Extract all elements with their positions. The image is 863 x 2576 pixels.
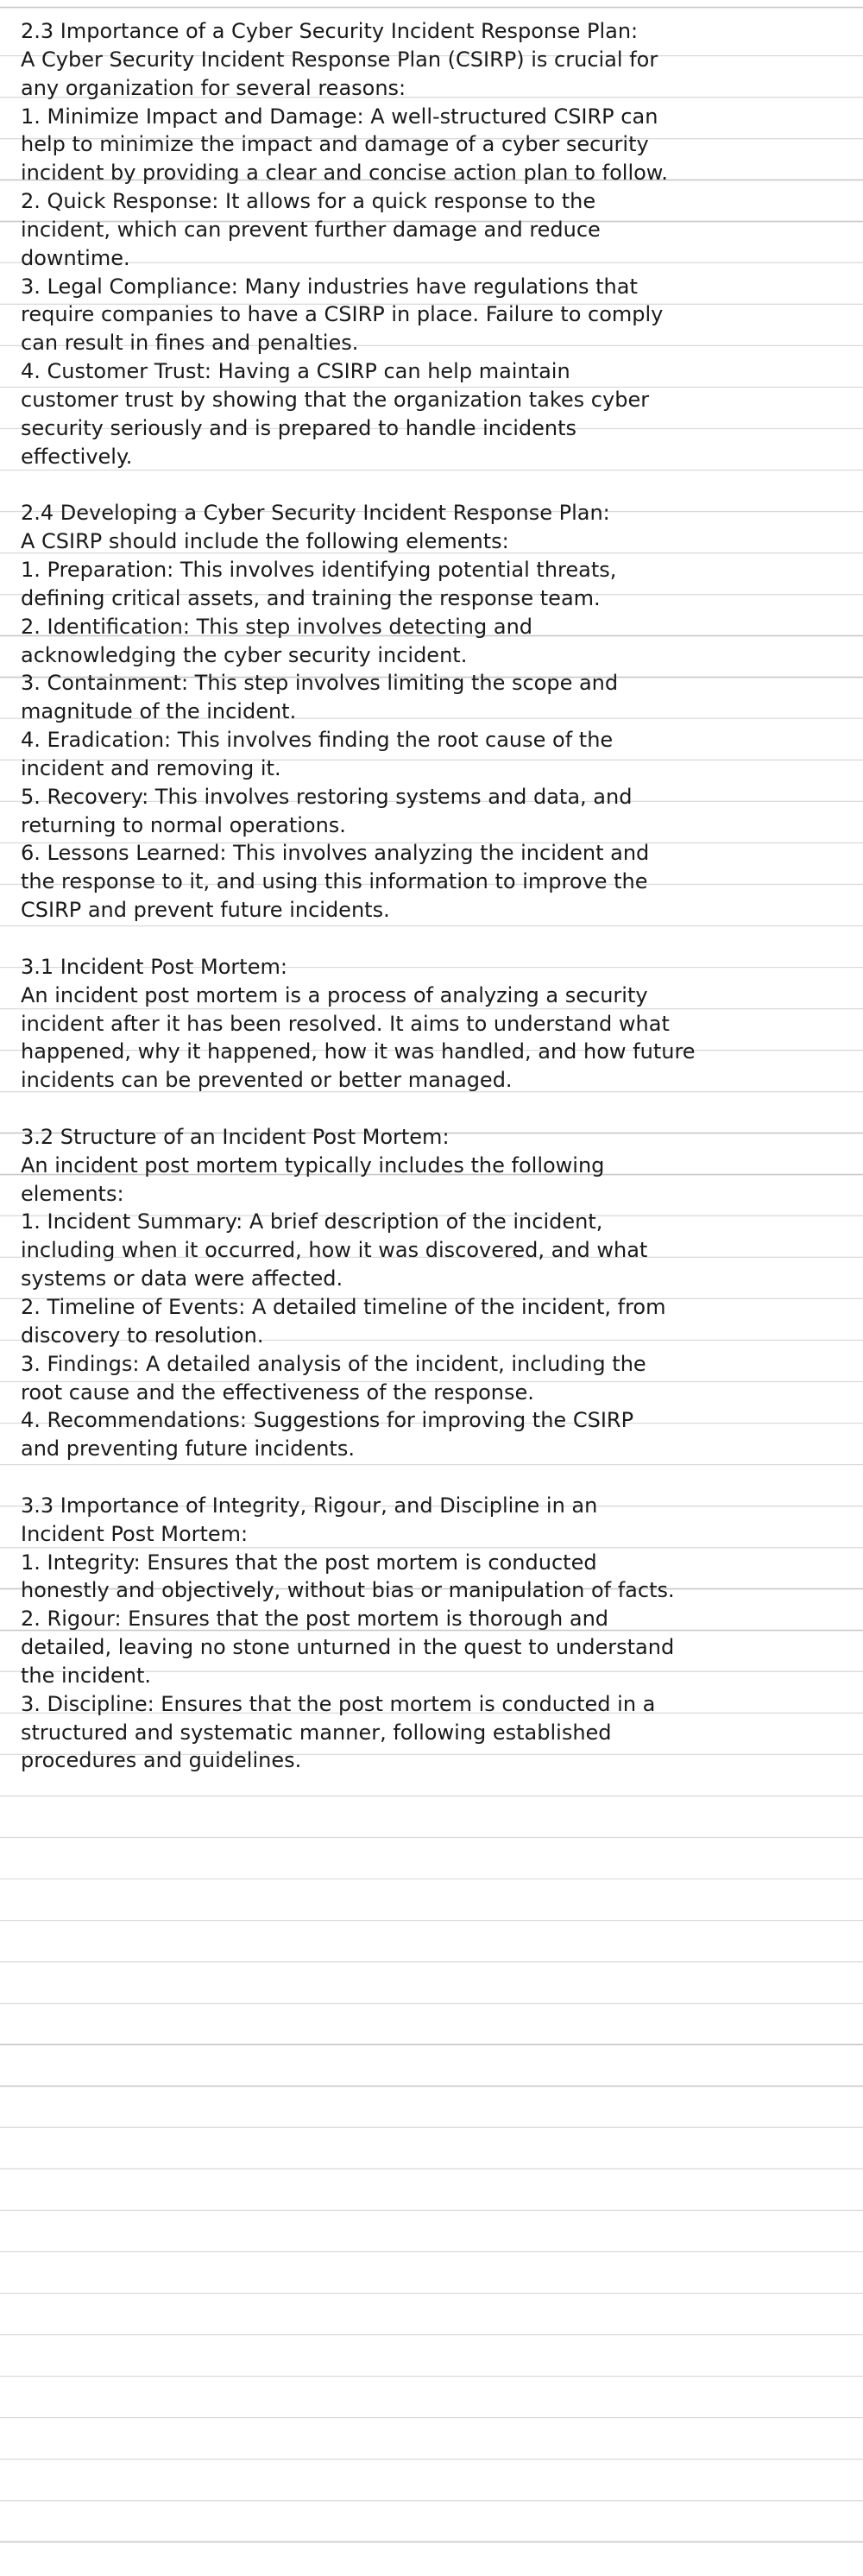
text-line: honestly and objectively, without bias or manipulation of facts. bbox=[21, 1578, 675, 1603]
text-line: including when it occurred, how it was discovered, and what bbox=[21, 1238, 648, 1263]
text-line: procedures and guidelines. bbox=[21, 1748, 302, 1773]
text-line: structured and systematic manner, following established bbox=[21, 1720, 612, 1745]
section-heading: 3.1 Incident Post Mortem: bbox=[21, 954, 287, 979]
text-line: incident and removing it. bbox=[21, 755, 281, 780]
text-line: 3. Legal Compliance: Many industries have regulations that bbox=[21, 274, 638, 299]
text-line: 3. Findings: A detailed analysis of the incident, including the bbox=[21, 1351, 646, 1376]
blank-line bbox=[21, 925, 842, 953]
text-line: 2. Rigour: Ensures that the post mortem is thorough and bbox=[21, 1607, 609, 1632]
text-line: 3. Discipline: Ensures that the post mortem is conducted in a bbox=[21, 1691, 656, 1716]
text-line: happened, why it happened, how it was handled, and how future bbox=[21, 1039, 696, 1064]
text-line: the incident. bbox=[21, 1663, 152, 1688]
text-line: defining critical assets, and training the response team. bbox=[21, 585, 601, 610]
section-heading: 3.3 Importance of Integrity, Rigour, and Discipline in an bbox=[21, 1493, 598, 1518]
text-line: require companies to have a CSIRP in place. Failure to comply bbox=[21, 302, 664, 327]
text-line: 2. Timeline of Events: A detailed timeline of the incident, from bbox=[21, 1294, 666, 1319]
text-line: 1. Integrity: Ensures that the post mortem is conducted bbox=[21, 1550, 597, 1575]
text-line: 2. Identification: This step involves detecting and bbox=[21, 614, 533, 639]
text-line: CSIRP and prevent future incidents. bbox=[21, 898, 390, 923]
text-line: customer trust by showing that the organization takes cyber bbox=[21, 387, 650, 412]
text-line: 4. Recommendations: Suggestions for improving the CSIRP bbox=[21, 1408, 634, 1433]
text-line: acknowledging the cyber security incident. bbox=[21, 642, 468, 667]
text-line: 6. Lessons Learned: This involves analyzing the incident and bbox=[21, 841, 650, 866]
text-line: 1. Incident Summary: A brief description of the incident, bbox=[21, 1209, 603, 1234]
section-heading: 2.4 Developing a Cyber Security Incident Response Plan: bbox=[21, 501, 610, 526]
section-heading-continued: Incident Post Mortem: bbox=[21, 1521, 249, 1546]
text-line: elements: bbox=[21, 1181, 124, 1206]
text-line: discovery to resolution. bbox=[21, 1323, 264, 1348]
text-line: returning to normal operations. bbox=[21, 812, 346, 837]
blank-line bbox=[21, 1095, 842, 1123]
text-line: magnitude of the incident. bbox=[21, 699, 297, 724]
text-line: An incident post mortem typically includes the following bbox=[21, 1152, 605, 1178]
text-line: 4. Eradication: This involves finding the root cause of the bbox=[21, 728, 614, 753]
text-line: 5. Recovery: This involves restoring systems and data, and bbox=[21, 784, 633, 809]
text-line: security seriously and is prepared to handle incidents bbox=[21, 415, 577, 440]
text-line: and preventing future incidents. bbox=[21, 1436, 355, 1462]
text-line: incident, which can prevent further damage and reduce bbox=[21, 217, 601, 242]
text-line: effectively. bbox=[21, 444, 133, 469]
text-line: root cause and the effectiveness of the response. bbox=[21, 1380, 534, 1405]
text-line: the response to it, and using this information to improve the bbox=[21, 869, 648, 894]
blank-line bbox=[21, 1463, 842, 1492]
text-line: help to minimize the impact and damage of a cyber security bbox=[21, 132, 649, 157]
text-line: incident by providing a clear and concise action plan to follow. bbox=[21, 161, 668, 186]
text-line: incidents can be prevented or better managed. bbox=[21, 1068, 513, 1093]
text-line: downtime. bbox=[21, 245, 130, 270]
text-line: 2. Quick Response: It allows for a quick response to the bbox=[21, 189, 596, 214]
text-line: 3. Containment: This step involves limiting the scope and bbox=[21, 671, 619, 696]
text-line: A CSIRP should include the following elements: bbox=[21, 529, 509, 554]
text-line: An incident post mortem is a process of analyzing a security bbox=[21, 982, 648, 1007]
blank-line bbox=[21, 471, 842, 500]
text-line: any organization for several reasons: bbox=[21, 75, 406, 100]
text-line: 4. Customer Trust: Having a CSIRP can help maintain bbox=[21, 359, 570, 384]
text-line: systems or data were affected. bbox=[21, 1266, 343, 1291]
text-line: 1. Minimize Impact and Damage: A well-structured CSIRP can bbox=[21, 104, 658, 129]
section-heading: 3.2 Structure of an Incident Post Mortem: bbox=[21, 1124, 450, 1149]
text-line: 1. Preparation: This involves identifying potential threats, bbox=[21, 558, 617, 583]
text-line: A Cyber Security Incident Response Plan (CSIRP) is crucial for bbox=[21, 47, 658, 72]
text-line: detailed, leaving no stone unturned in the quest to understand bbox=[21, 1635, 675, 1660]
text-line: 2.3 Importance of a Cyber Security Incident Response Plan: bbox=[21, 19, 639, 43]
text-line: can result in fines and penalties. bbox=[21, 331, 359, 356]
text-line: incident after it has been resolved. It aims to understand what bbox=[21, 1011, 670, 1036]
